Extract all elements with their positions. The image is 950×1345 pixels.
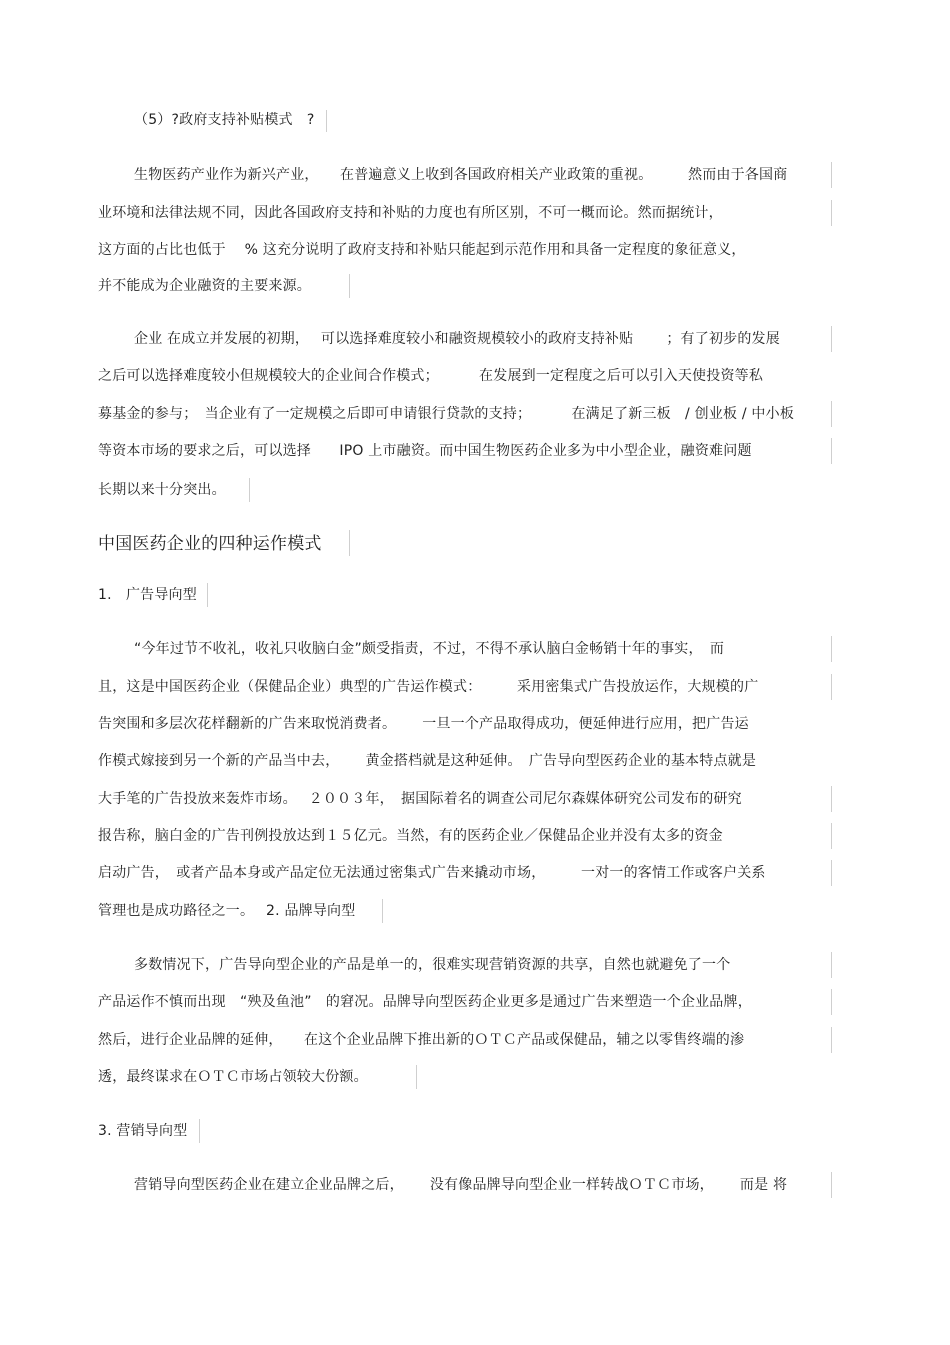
column-divider bbox=[831, 401, 832, 427]
paragraph-line: 并不能成为企业融资的主要来源。 bbox=[98, 278, 311, 294]
paragraph-line: 作模式嫁接到另一个新的产品当中去， 黄金搭档就是这种延伸。 广告导向型医药企业的基本特点就是 bbox=[98, 753, 757, 769]
column-divider bbox=[831, 636, 832, 662]
column-divider bbox=[831, 823, 832, 849]
column-divider bbox=[349, 530, 350, 556]
paragraph-line: 这方面的占比也低于 % 这充分说明了政府支持和补贴只能起到示范作用和具备一定程度的象征意义， bbox=[98, 242, 746, 258]
column-divider bbox=[831, 1027, 832, 1053]
paragraph-line: 之后可以选择难度较小但规模较大的企业间合作模式； 在发展到一定程度之后可以引入天使投资等私 bbox=[98, 368, 764, 384]
paragraph-line: 报告称，脑白金的广告刊例投放达到１５亿元。当然，有的医药企业／保健品企业并没有太多的资金 bbox=[98, 828, 723, 844]
paragraph-line: 募基金的参与； 当企业有了一定规模之后即可申请银行贷款的支持； 在满足了新三板 / 创业板 / 中小板 bbox=[98, 406, 795, 422]
paragraph-line: 长期以来十分突出。 bbox=[98, 482, 226, 498]
paragraph-line: 生物医药产业作为新兴产业， 在普遍意义上收到各国政府相关产业政策的重视。 然而由于各国商 bbox=[134, 167, 788, 183]
paragraph-line: 产品运作不慎而出现 “殃及鱼池” 的窘况。品牌导向型医药企业更多是通过广告来塑造一个企业品牌， bbox=[98, 994, 752, 1010]
column-divider bbox=[831, 860, 832, 886]
paragraph-line: 然后，进行企业品牌的延伸， 在这个企业品牌下推出新的ＯＴＣ产品或保健品，辅之以零售终端的渗 bbox=[98, 1032, 745, 1048]
column-divider bbox=[349, 274, 350, 298]
paragraph-line: 且，这是中国医药企业（保健品企业）典型的广告运作模式： 采用密集式广告投放运作，大规模的广 bbox=[98, 679, 759, 695]
section-heading: （5）?政府支持补贴模式 ? bbox=[134, 112, 315, 128]
paragraph-line: 启动广告， 或者产品本身或产品定位无法通过密集式广告来撬动市场， 一对一的客情工作或客户关系 bbox=[98, 865, 766, 881]
column-divider bbox=[831, 438, 832, 464]
column-divider bbox=[831, 1172, 832, 1198]
paragraph-line: “今年过节不收礼，收礼只收脑白金”颇受指责，不过，不得不承认脑白金畅销十年的事实， 而 bbox=[134, 641, 725, 657]
paragraph-line: 管理也是成功路径之一。 2. 品牌导向型 bbox=[98, 903, 356, 919]
column-divider bbox=[249, 478, 250, 502]
column-divider bbox=[831, 989, 832, 1015]
paragraph-line: 业环境和法律法规不同，因此各国政府支持和补贴的力度也有所区别，不可一概而论。然而据统计， bbox=[98, 205, 723, 221]
column-divider bbox=[831, 674, 832, 700]
column-divider bbox=[199, 1119, 200, 1143]
paragraph-line: 企业 在成立并发展的初期， 可以选择难度较小和融资规模较小的政府支持补贴 ；有了初步的发展 bbox=[134, 331, 780, 347]
subsection-heading: 1. 广告导向型 bbox=[98, 587, 197, 603]
column-divider bbox=[382, 899, 383, 923]
column-divider bbox=[207, 583, 208, 607]
subsection-heading: 3. 营销导向型 bbox=[98, 1123, 188, 1139]
paragraph-line: 大手笔的广告投放来轰炸市场。 ２００３年， 据国际着名的调查公司尼尔森媒体研究公司发布的研究 bbox=[98, 791, 742, 807]
paragraph-line: 透，最终谋求在ＯＴＣ市场占领较大份额。 bbox=[98, 1069, 368, 1085]
column-divider bbox=[326, 110, 327, 132]
column-divider bbox=[831, 162, 832, 188]
paragraph-line: 多数情况下，广告导向型企业的产品是单一的，很难实现营销资源的共享，自然也就避免了一个 bbox=[134, 957, 731, 973]
column-divider bbox=[831, 200, 832, 226]
paragraph-line: 告突围和多层次花样翻新的广告来取悦消费者。 一旦一个产品取得成功，便延伸进行应用，把广告运 bbox=[98, 716, 749, 732]
column-divider bbox=[831, 786, 832, 812]
paragraph-line: 营销导向型医药企业在建立企业品牌之后， 没有像品牌导向型企业一样转战ＯＴＣ市场， 而是 将 bbox=[134, 1177, 788, 1193]
main-heading: 中国医药企业的四种运作模式 bbox=[98, 534, 322, 554]
column-divider bbox=[416, 1065, 417, 1089]
paragraph-line: 等资本市场的要求之后，可以选择 IPO 上市融资。而中国生物医药企业多为中小型企业，融资难问题 bbox=[98, 443, 752, 459]
column-divider bbox=[831, 952, 832, 978]
column-divider bbox=[831, 326, 832, 352]
